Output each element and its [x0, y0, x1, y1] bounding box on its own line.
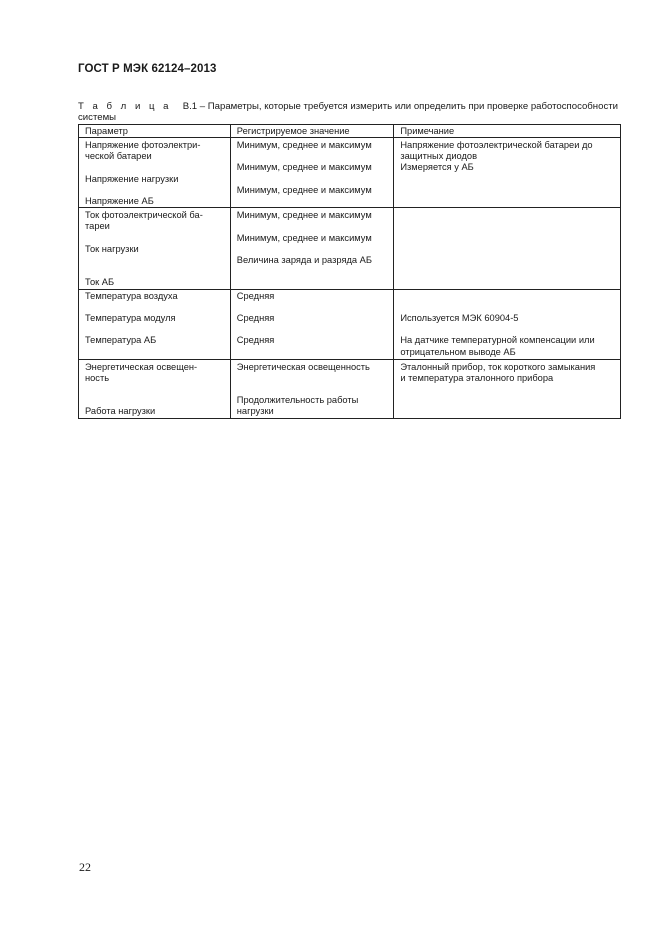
column-header-parameter: Параметр	[79, 125, 231, 138]
parameters-table	[78, 124, 621, 419]
cell-text: Температура АБ	[85, 335, 157, 346]
table-cell-note	[394, 208, 621, 289]
document-header: ГОСТ Р МЭК 62124–2013	[78, 63, 217, 75]
cell-text: Температура воздуха	[85, 290, 178, 301]
cell-text: Ток АБ	[85, 277, 115, 288]
table-cell-value	[230, 138, 394, 208]
table-cell-note	[394, 359, 621, 418]
cell-text: Работа нагрузки	[85, 406, 156, 417]
cell-text: Средняя	[236, 290, 275, 301]
cell-text: защитных диодов	[400, 151, 478, 162]
page-number: 22	[79, 860, 91, 874]
table-cell-parameter	[79, 208, 231, 289]
cell-text: Минимум, среднее и максимум	[236, 184, 372, 195]
cell-text: ность	[85, 372, 110, 383]
cell-text: Энергетическая освещен-	[85, 361, 198, 372]
cell-text: Энергетическая освещенность	[236, 361, 370, 372]
table-row	[79, 289, 621, 359]
cell-text: Средняя	[236, 312, 275, 323]
cell-text: Минимум, среднее и максимум	[236, 140, 372, 150]
cell-text: Напряжение фотоэлектрической батареи до	[400, 140, 593, 150]
cell-text: На датчике температурной компенсации или	[400, 335, 595, 346]
cell-text: Средняя	[236, 335, 275, 346]
column-header-recorded-value: Регистрируемое значение	[230, 125, 394, 138]
cell-text: Минимум, среднее и максимум	[236, 210, 372, 221]
cell-text: тареи	[85, 221, 110, 232]
cell-text: Эталонный прибор, ток короткого замыкания	[400, 361, 596, 372]
cell-text: Величина заряда и разряда АБ	[236, 254, 372, 265]
table-cell-parameter	[79, 359, 231, 418]
cell-text: Напряжение фотоэлектри-	[85, 140, 201, 150]
cell-text: Продолжительность работы	[236, 395, 359, 406]
table-caption	[78, 101, 618, 123]
cell-text: ческой батареи	[85, 151, 152, 162]
cell-text: Напряжение АБ	[85, 195, 154, 206]
caption-line-1	[78, 101, 618, 112]
table-cell-note	[394, 289, 621, 359]
table-cell-note	[394, 138, 621, 208]
table-cell-parameter	[79, 289, 231, 359]
caption-label: Т а б л и ц а	[78, 101, 172, 112]
cell-text: Измеряется у АБ	[400, 162, 474, 173]
table-row	[79, 208, 621, 289]
cell-text: Ток фотоэлектрической ба-	[85, 210, 203, 221]
cell-text: Минимум, среднее и максимум	[236, 162, 372, 173]
cell-text: Температура модуля	[85, 312, 176, 323]
cell-text: Используется МЭК 60904-5	[400, 312, 519, 323]
table-row	[79, 359, 621, 418]
table-cell-value	[230, 289, 394, 359]
cell-text: Напряжение нагрузки	[85, 173, 179, 184]
cell-text: Минимум, среднее и максимум	[236, 232, 372, 243]
table-cell-value	[230, 359, 394, 418]
caption-line-2: системы	[78, 112, 117, 123]
table-cell-value	[230, 208, 394, 289]
table-header-row	[79, 125, 621, 138]
column-header-note: Примечание	[394, 125, 621, 138]
cell-text: Ток нагрузки	[85, 243, 139, 254]
cell-text: нагрузки	[236, 406, 274, 417]
cell-text: отрицательном выводе АБ	[400, 346, 516, 357]
table-cell-parameter	[79, 138, 231, 208]
cell-text: и температура эталонного прибора	[400, 372, 554, 383]
caption-text: В.1 – Параметры, которые требуется измерить или определить при проверке работоспособности	[182, 101, 618, 112]
table-row	[79, 138, 621, 208]
